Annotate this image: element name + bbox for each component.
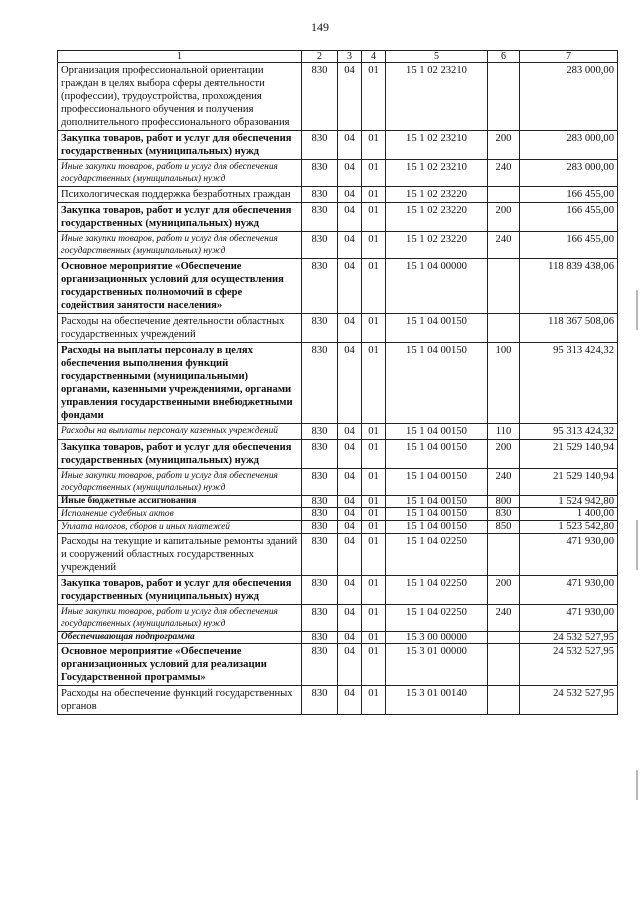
expense-type-cell: 200: [488, 203, 520, 232]
grbs-cell: 830: [302, 343, 338, 424]
target-article-cell: 15 1 02 23220: [386, 187, 488, 203]
amount-cell: 1 524 942,80: [520, 496, 618, 508]
amount-cell: 471 930,00: [520, 576, 618, 605]
amount-cell: 95 313 424,32: [520, 343, 618, 424]
subsection-cell: 01: [362, 314, 386, 343]
table-row: [58, 605, 618, 632]
grbs-cell: 830: [302, 440, 338, 469]
grbs-cell: 830: [302, 203, 338, 232]
target-article-cell: 15 1 04 00150: [386, 424, 488, 440]
header-cell: 7: [520, 51, 618, 63]
row-name-cell: Иные закупки товаров, работ и услуг для обеспечения государственных (муниципальных) нужд: [58, 605, 302, 632]
subsection-cell: 01: [362, 424, 386, 440]
amount-cell: 21 529 140,94: [520, 440, 618, 469]
table-row: [58, 63, 618, 131]
amount-cell: 166 455,00: [520, 232, 618, 259]
target-article-cell: 15 1 02 23210: [386, 131, 488, 160]
amount-cell: 283 000,00: [520, 160, 618, 187]
grbs-cell: 830: [302, 259, 338, 314]
row-name-cell: Иные закупки товаров, работ и услуг для обеспечения государственных (муниципальных) нужд: [58, 160, 302, 187]
subsection-cell: 01: [362, 440, 386, 469]
table-row: [58, 508, 618, 521]
table-row: [58, 314, 618, 343]
target-article-cell: 15 1 02 23220: [386, 232, 488, 259]
subsection-cell: 01: [362, 259, 386, 314]
amount-cell: 21 529 140,94: [520, 469, 618, 496]
expense-type-cell: [488, 534, 520, 576]
grbs-cell: 830: [302, 469, 338, 496]
amount-cell: 24 532 527,95: [520, 686, 618, 715]
grbs-cell: 830: [302, 424, 338, 440]
amount-cell: 166 455,00: [520, 203, 618, 232]
grbs-cell: 830: [302, 521, 338, 534]
table-header-row: [58, 51, 618, 63]
section-cell: 04: [338, 259, 362, 314]
scan-edge-mark: [636, 770, 638, 800]
grbs-cell: 830: [302, 686, 338, 715]
target-article-cell: 15 1 04 00150: [386, 314, 488, 343]
section-cell: 04: [338, 644, 362, 686]
row-name-cell: Иные закупки товаров, работ и услуг для обеспечения государственных (муниципальных) нужд: [58, 232, 302, 259]
table-row: [58, 576, 618, 605]
amount-cell: 24 532 527,95: [520, 632, 618, 644]
table-row: [58, 259, 618, 314]
target-article-cell: 15 1 04 02250: [386, 576, 488, 605]
row-name-cell: Исполнение судебных актов: [58, 508, 302, 521]
row-name-cell: Расходы на выплаты персоналу казенных учреждений: [58, 424, 302, 440]
grbs-cell: 830: [302, 131, 338, 160]
target-article-cell: 15 1 04 00150: [386, 521, 488, 534]
table-row: [58, 496, 618, 508]
target-article-cell: 15 1 04 00150: [386, 496, 488, 508]
table-row: [58, 424, 618, 440]
row-name-cell: Обеспечивающая подпрограмма: [58, 632, 302, 644]
section-cell: 04: [338, 521, 362, 534]
grbs-cell: 830: [302, 508, 338, 521]
section-cell: 04: [338, 632, 362, 644]
row-name-cell: Иные бюджетные ассигнования: [58, 496, 302, 508]
expense-type-cell: 240: [488, 160, 520, 187]
scan-edge-mark: [636, 520, 638, 570]
subsection-cell: 01: [362, 508, 386, 521]
subsection-cell: 01: [362, 605, 386, 632]
subsection-cell: 01: [362, 534, 386, 576]
amount-cell: 471 930,00: [520, 605, 618, 632]
subsection-cell: 01: [362, 131, 386, 160]
amount-cell: 24 532 527,95: [520, 644, 618, 686]
section-cell: 04: [338, 232, 362, 259]
amount-cell: 1 400,00: [520, 508, 618, 521]
expense-type-cell: 200: [488, 576, 520, 605]
header-cell: 5: [386, 51, 488, 63]
subsection-cell: 01: [362, 521, 386, 534]
row-name-cell: Организация профессиональной ориентации граждан в целях выбора сферы деятельности (профессии), трудоустройства, прохождения профессионального обучения и получения дополнительного профессионального образования: [58, 63, 302, 131]
row-name-cell: Психологическая поддержка безработных граждан: [58, 187, 302, 203]
section-cell: 04: [338, 131, 362, 160]
grbs-cell: 830: [302, 576, 338, 605]
grbs-cell: 830: [302, 187, 338, 203]
expense-type-cell: 800: [488, 496, 520, 508]
row-name-cell: Уплата налогов, сборов и иных платежей: [58, 521, 302, 534]
amount-cell: 471 930,00: [520, 534, 618, 576]
expense-type-cell: [488, 187, 520, 203]
expense-type-cell: 200: [488, 440, 520, 469]
amount-cell: 118 367 508,06: [520, 314, 618, 343]
expense-type-cell: 240: [488, 469, 520, 496]
grbs-cell: 830: [302, 632, 338, 644]
amount-cell: 1 523 542,80: [520, 521, 618, 534]
section-cell: 04: [338, 63, 362, 131]
section-cell: 04: [338, 440, 362, 469]
subsection-cell: 01: [362, 63, 386, 131]
row-name-cell: Основное мероприятие «Обеспечение организационных условий для осуществления государственных полномочий в сфере содействия занятости населения»: [58, 259, 302, 314]
target-article-cell: 15 1 04 00150: [386, 440, 488, 469]
table-row: [58, 469, 618, 496]
target-article-cell: 15 3 01 00140: [386, 686, 488, 715]
amount-cell: 283 000,00: [520, 63, 618, 131]
subsection-cell: 01: [362, 496, 386, 508]
section-cell: 04: [338, 686, 362, 715]
expense-type-cell: [488, 63, 520, 131]
section-cell: 04: [338, 160, 362, 187]
row-name-cell: Закупка товаров, работ и услуг для обеспечения государственных (муниципальных) нужд: [58, 440, 302, 469]
target-article-cell: 15 1 04 00000: [386, 259, 488, 314]
subsection-cell: 01: [362, 469, 386, 496]
section-cell: 04: [338, 496, 362, 508]
grbs-cell: 830: [302, 314, 338, 343]
section-cell: 04: [338, 508, 362, 521]
subsection-cell: 01: [362, 576, 386, 605]
table-row: [58, 160, 618, 187]
row-name-cell: Расходы на выплаты персоналу в целях обеспечения выполнения функций государственными (муниципальными) органами, казенными учреждениями, органами управления государственными внебюджетными фондами: [58, 343, 302, 424]
table-row: [58, 534, 618, 576]
table-row: [58, 232, 618, 259]
expense-type-cell: [488, 314, 520, 343]
table-row: [58, 644, 618, 686]
section-cell: 04: [338, 534, 362, 576]
header-cell: 4: [362, 51, 386, 63]
target-article-cell: 15 3 01 00000: [386, 644, 488, 686]
grbs-cell: 830: [302, 496, 338, 508]
target-article-cell: 15 1 04 00150: [386, 469, 488, 496]
expense-type-cell: [488, 686, 520, 715]
amount-cell: 166 455,00: [520, 187, 618, 203]
target-article-cell: 15 1 04 00150: [386, 343, 488, 424]
target-article-cell: 15 1 04 00150: [386, 508, 488, 521]
expense-type-cell: 200: [488, 131, 520, 160]
target-article-cell: 15 1 02 23220: [386, 203, 488, 232]
header-cell: 1: [58, 51, 302, 63]
row-name-cell: Основное мероприятие «Обеспечение организационных условий для реализации Государственной программы»: [58, 644, 302, 686]
expense-type-cell: 100: [488, 343, 520, 424]
expense-type-cell: 850: [488, 521, 520, 534]
section-cell: 04: [338, 576, 362, 605]
expense-type-cell: 830: [488, 508, 520, 521]
section-cell: 04: [338, 343, 362, 424]
subsection-cell: 01: [362, 686, 386, 715]
target-article-cell: 15 1 04 02250: [386, 534, 488, 576]
expense-type-cell: 110: [488, 424, 520, 440]
table-row: [58, 521, 618, 534]
header-cell: 6: [488, 51, 520, 63]
table-row: [58, 440, 618, 469]
row-name-cell: Закупка товаров, работ и услуг для обеспечения государственных (муниципальных) нужд: [58, 203, 302, 232]
subsection-cell: 01: [362, 187, 386, 203]
subsection-cell: 01: [362, 160, 386, 187]
table-row: [58, 187, 618, 203]
subsection-cell: 01: [362, 632, 386, 644]
expense-type-cell: 240: [488, 232, 520, 259]
subsection-cell: 01: [362, 203, 386, 232]
table-row: [58, 632, 618, 644]
row-name-cell: Расходы на текущие и капитальные ремонты зданий и сооружений областных государственных учреждений: [58, 534, 302, 576]
grbs-cell: 830: [302, 644, 338, 686]
expense-type-cell: [488, 644, 520, 686]
section-cell: 04: [338, 469, 362, 496]
grbs-cell: 830: [302, 605, 338, 632]
header-cell: 2: [302, 51, 338, 63]
table-row: [58, 203, 618, 232]
budget-table: [57, 50, 618, 715]
grbs-cell: 830: [302, 534, 338, 576]
page-number: 149: [311, 20, 329, 34]
grbs-cell: 830: [302, 232, 338, 259]
row-name-cell: Закупка товаров, работ и услуг для обеспечения государственных (муниципальных) нужд: [58, 131, 302, 160]
row-name-cell: Расходы на обеспечение функций государственных органов: [58, 686, 302, 715]
target-article-cell: 15 1 04 02250: [386, 605, 488, 632]
grbs-cell: 830: [302, 63, 338, 131]
section-cell: 04: [338, 314, 362, 343]
table-row: [58, 686, 618, 715]
row-name-cell: Расходы на обеспечение деятельности областных государственных учреждений: [58, 314, 302, 343]
target-article-cell: 15 3 00 00000: [386, 632, 488, 644]
row-name-cell: Закупка товаров, работ и услуг для обеспечения государственных (муниципальных) нужд: [58, 576, 302, 605]
section-cell: 04: [338, 187, 362, 203]
header-cell: 3: [338, 51, 362, 63]
target-article-cell: 15 1 02 23210: [386, 160, 488, 187]
expense-type-cell: 240: [488, 605, 520, 632]
subsection-cell: 01: [362, 644, 386, 686]
amount-cell: 95 313 424,32: [520, 424, 618, 440]
grbs-cell: 830: [302, 160, 338, 187]
section-cell: 04: [338, 424, 362, 440]
section-cell: 04: [338, 605, 362, 632]
subsection-cell: 01: [362, 232, 386, 259]
subsection-cell: 01: [362, 343, 386, 424]
section-cell: 04: [338, 203, 362, 232]
table-row: [58, 343, 618, 424]
amount-cell: 118 839 438,06: [520, 259, 618, 314]
amount-cell: 283 000,00: [520, 131, 618, 160]
row-name-cell: Иные закупки товаров, работ и услуг для обеспечения государственных (муниципальных) нужд: [58, 469, 302, 496]
expense-type-cell: [488, 259, 520, 314]
table-row: [58, 131, 618, 160]
scan-edge-mark: [636, 290, 638, 330]
target-article-cell: 15 1 02 23210: [386, 63, 488, 131]
expense-type-cell: [488, 632, 520, 644]
